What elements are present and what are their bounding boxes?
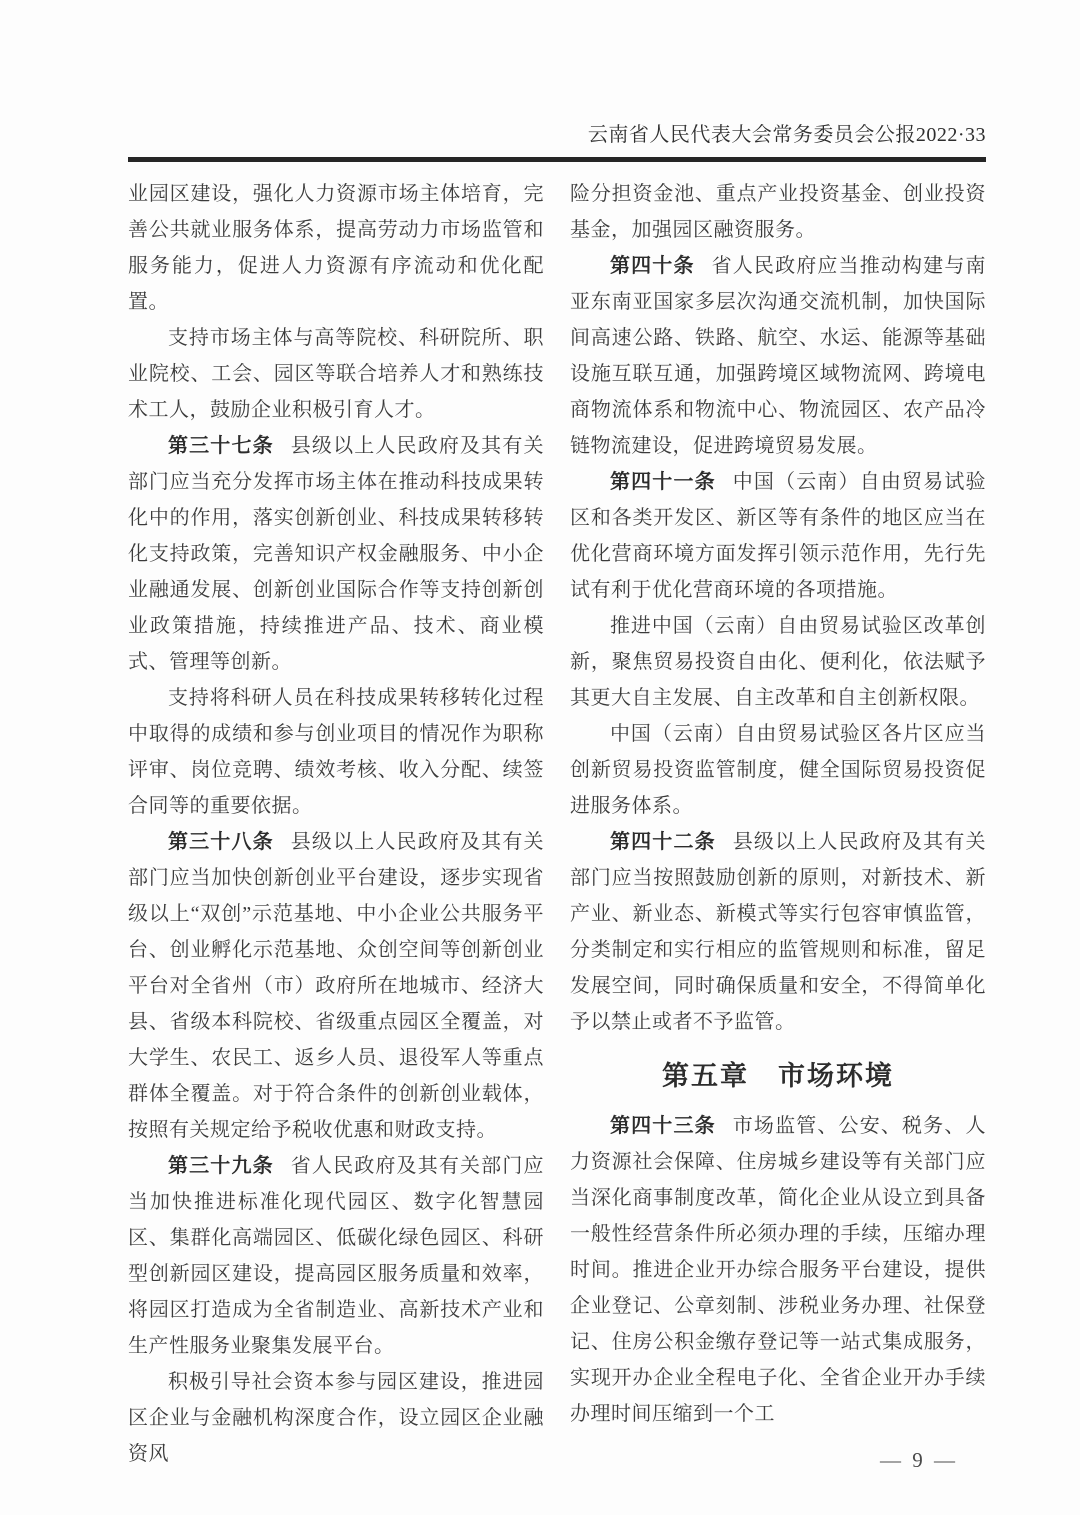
- paragraph-text: 业园区建设，强化人力资源市场主体培育，完善公共就业服务体系，提高劳动力市场监管和服务能力，促进人力资源有序流动和优化配置。: [128, 183, 544, 313]
- paragraph-article-43: [570, 1108, 986, 1432]
- paragraph: [128, 1364, 544, 1472]
- article-number-lead: 第四十二条: [610, 831, 716, 853]
- paragraph-continuation: [128, 176, 544, 320]
- paragraph-text: 险分担资金池、重点产业投资基金、创业投资基金，加强园区融资服务。: [570, 183, 986, 241]
- paragraph-text: 支持市场主体与高等院校、科研院所、职业院校、工会、园区等联合培养人才和熟练技术工人，鼓励企业积极引育人才。: [128, 327, 544, 421]
- paragraph-text: 推进中国（云南）自由贸易试验区改革创新，聚焦贸易投资自由化、便利化，依法赋予其更大自主发展、自主改革和自主创新权限。: [570, 615, 986, 709]
- two-column-body: [128, 162, 986, 1478]
- paragraph-text: 县级以上人民政府及其有关部门应当充分发挥市场主体在推动科技成果转化中的作用，落实创新创业、科技成果转移转化支持政策，完善知识产权金融服务、中小企业融通发展、创新创业国际合作等支持创新创业政策措施，持续推进产品、技术、商业模式、管理等创新。: [128, 435, 544, 673]
- paragraph-text: 省人民政府及其有关部门应当加快推进标准化现代园区、数字化智慧园区、集群化高端园区、低碳化绿色园区、科研型创新园区建设，提高园区服务质量和效率，将园区打造成为全省制造业、高新技术产业和生产性服务业聚集发展平台。: [128, 1155, 544, 1357]
- paragraph-article-40: [570, 248, 986, 464]
- paragraph-text: 支持将科研人员在科技成果转移转化过程中取得的成绩和参与创业项目的情况作为职称评审、岗位竞聘、绩效考核、收入分配、续签合同等的重要依据。: [128, 687, 544, 817]
- page-number: — 9 —: [880, 1448, 958, 1472]
- page-header: [128, 0, 986, 150]
- paragraph-article-39: [128, 1148, 544, 1364]
- paragraph-text: 中国（云南）自由贸易试验区和各类开发区、新区等有条件的地区应当在优化营商环境方面发挥引领示范作用，先行先试有利于优化营商环境的各项措施。: [570, 471, 986, 601]
- paragraph-text: 市场监管、公安、税务、人力资源社会保障、住房城乡建设等有关部门应当深化商事制度改革，简化企业从设立到具备一般性经营条件所必须办理的手续，压缩办理时间。推进企业开办综合服务平台建设，提供企业登记、公章刻制、涉税业务办理、社保登记、住房公积金缴存登记等一站式集成服务，实现开办企业全程电子化、全省企业开办手续办理时间压缩到一个工: [570, 1115, 986, 1425]
- paragraph-text: 省人民政府应当推动构建与南亚东南亚国家多层次沟通交流机制，加快国际间高速公路、铁路、航空、水运、能源等基础设施互联互通，加强跨境区域物流网、跨境电商物流体系和物流中心、物流园区、农产品冷链物流建设，促进跨境贸易发展。: [570, 255, 986, 457]
- article-number-lead: 第四十条: [610, 255, 695, 277]
- paragraph-text: 县级以上人民政府及其有关部门应当加快创新创业平台建设，逐步实现省级以上“双创”示范基地、中小企业公共服务平台、创业孵化示范基地、众创空间等创新创业平台对全省州（市）政府所在地城市、经济大县、省级本科院校、省级重点园区全覆盖，对大学生、农民工、返乡人员、退役军人等重点群体全覆盖。对于符合条件的创新创业载体，按照有关规定给予税收优惠和财政支持。: [128, 831, 544, 1141]
- paragraph-article-42: [570, 824, 986, 1040]
- left-column: [128, 176, 544, 1478]
- chapter-5-heading: 第五章 市场环境: [662, 1061, 894, 1091]
- page-content: [128, 0, 986, 1515]
- paragraph-text: 县级以上人民政府及其有关部门应当按照鼓励创新的原则，对新技术、新产业、新业态、新模式等实行包容审慎监管，分类制定和实行相应的监管规则和标准，留足发展空间，同时确保质量和安全，不得简单化予以禁止或者不予监管。: [570, 831, 986, 1033]
- paragraph: [570, 716, 986, 824]
- paragraph-article-37: [128, 428, 544, 680]
- paragraph: [128, 680, 544, 824]
- article-number-lead: 第三十八条: [168, 831, 274, 853]
- paragraph-text: 积极引导社会资本参与园区建设，推进园区企业与金融机构深度合作，设立园区企业融资风: [128, 1371, 544, 1465]
- article-number-lead: 第四十三条: [610, 1115, 716, 1137]
- article-number-lead: 第三十九条: [168, 1155, 274, 1177]
- article-number-lead: 第四十一条: [610, 471, 716, 493]
- journal-title: 云南省人民代表大会常务委员会公报2022·33: [587, 124, 986, 146]
- right-column: [570, 176, 986, 1478]
- paragraph-article-41: [570, 464, 986, 608]
- paragraph-text: 中国（云南）自由贸易试验区各片区应当创新贸易投资监管制度，健全国际贸易投资促进服务体系。: [570, 723, 986, 817]
- paragraph: [128, 320, 544, 428]
- paragraph-continuation: [570, 176, 986, 248]
- article-number-lead: 第三十七条: [168, 435, 274, 457]
- paragraph-article-38: [128, 824, 544, 1148]
- paragraph: [570, 608, 986, 716]
